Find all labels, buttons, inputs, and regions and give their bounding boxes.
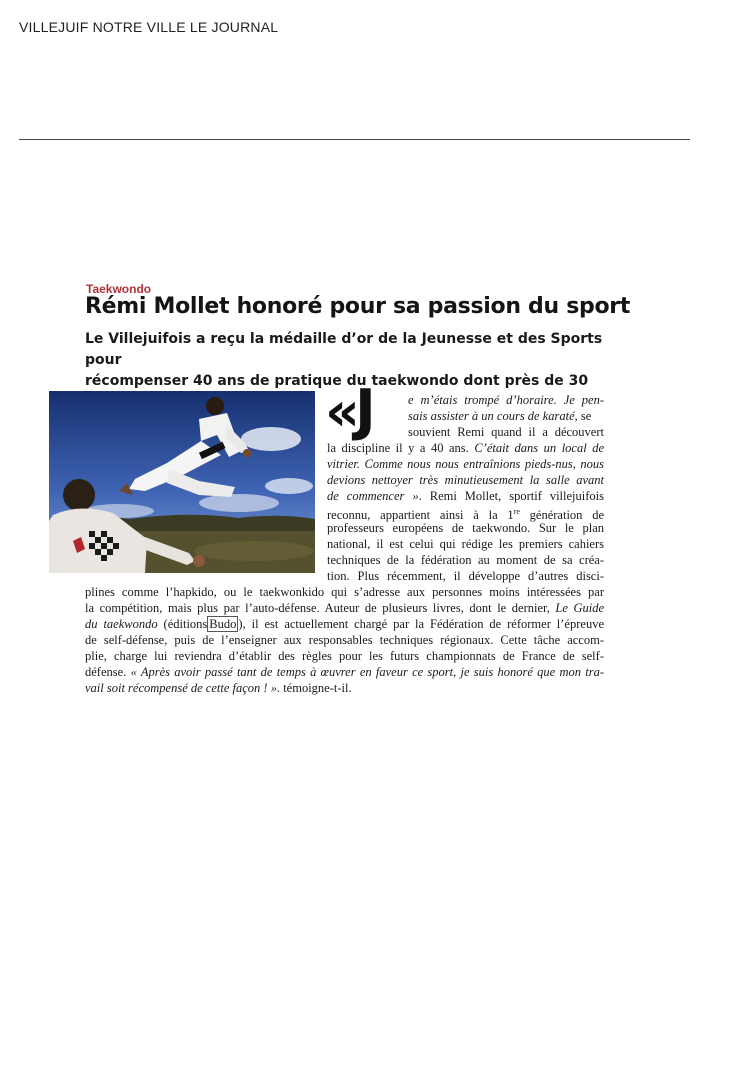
body-line: de commencer ». Remi Mollet, sportif villejuifois [327,489,604,503]
standfirst-line: récompenser 40 ans de pratique du taekwondo dont près de 30 [85,373,589,389]
publication-header: VILLEJUIF NOTRE VILLE LE JOURNAL [19,19,279,35]
standfirst-line: Le Villejuifois a reçu la médaille d’or de la Jeunesse et des Sports pour [85,331,603,368]
body-line: national, il est celui qui rédige les premiers cahiers [327,537,604,551]
body-line: e m’étais trompé d’horaire. Je pen- [408,393,604,407]
body-line: la compétition, mais plus par l’auto-défense. Auteur de plusieurs livres, dont le dernier, Le Guide [85,601,604,615]
body-line: techniques de la fédération au moment de sa créa- [327,553,604,567]
publisher-name: Budo [209,617,237,631]
article-headline: Rémi Mollet honoré pour sa passion du sport [85,294,631,319]
quote-mark: « [325,380,360,443]
header-divider [19,139,690,140]
taekwondo-jump-photo [49,391,315,573]
drop-cap: J [355,378,376,443]
body-line: plines comme l’hapkido, ou le taekwonkido qui s’adresse aux personnes moins intéressées par [85,585,604,599]
body-line: vitrier. Comme nous nous entraînions pieds-nus, nous [327,457,604,471]
body-line: professeurs européens de taekwondo. Sur le plan [327,521,604,535]
body-line: plie, charge lui reviendra d’établir des règles pour les futurs championnats de France de self- [85,649,604,663]
body-line: du taekwondo (éditions Budo ), il est actuellement chargé par la Fédération de réformer l’épreuve [85,617,604,631]
body-line: sais assister à un cours de karaté, se [408,409,592,423]
body-line: vail soit récompensé de cette façon ! ». témoigne-t-il. [85,681,352,695]
body-line: devions nettoyer très minutieusement la salle avant [327,473,604,487]
body-line: tion. Plus récemment, il développe d’autres disci- [327,569,604,583]
article-kicker: Taekwondo [86,282,152,296]
body-line: reconnu, appartient ainsi à la 1re génération de [327,507,604,522]
body-line: de self-défense, puis de l’enseigner aux responsables techniques régionaux. Cette tâche accom- [85,633,604,647]
body-line: défense. « Après avoir passé tant de temps à œuvrer en faveur ce sport, je suis honoré que mon tra- [85,665,605,679]
body-line: la discipline il y a 40 ans. C’était dans un local de [327,441,605,455]
body-line: souvient Remi quand il a découvert [408,425,604,439]
